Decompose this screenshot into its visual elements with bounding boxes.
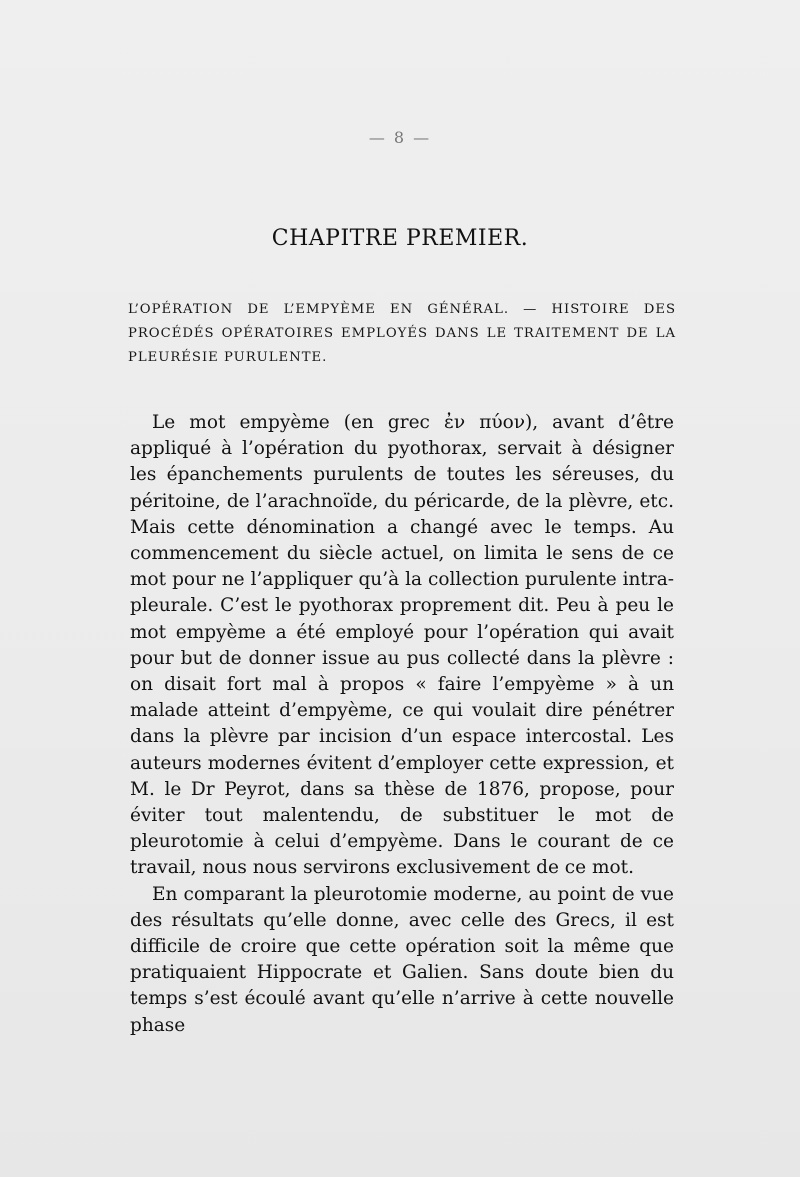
page-number: — 8 — (368, 128, 432, 147)
chapter-title: CHAPITRE PREMIER. (271, 226, 529, 251)
paragraph: Le mot empyème (en grec ἐν πύον), avant d’être appliqué à l’opération du pyothorax, servait à désigner les épanchements purulents de toutes les séreuses, du péritoine, de l’arachnoïde, du péricarde, de la plèvre, etc. Mais cette dénomination a changé avec le temps. Au commencement du siècle actuel, on limita le sens de ce mot pour ne l’appliquer qu’à la collection purulente intra-pleurale. C’est le pyothorax proprement dit. Peu à peu le mot empyème a été employé pour l’opération qui avait pour but de donner issue au pus collecté dans la plèvre : on disait fort mal à propos « faire l’empyème » à un malade atteint d’empyème, ce qui voulait dire pénétrer dans la plèvre par incision d’un espace intercostal. Les auteurs modernes évitent d’employer cette expression, et M. le Dr Peyrot, dans sa thèse de 1876, propose, pour éviter tout malentendu, de substituer le mot de pleurotomie à celui d’empyème. Dans le courant de ce travail, nous nous servirons exclusivement de ce mot. (130, 412, 674, 879)
paragraph: En comparant la pleurotomie moderne, au point de vue des résultats qu’elle donne, avec celle des Grecs, il est difficile de croire que cette opération soit la même que pratiquaient Hippocrate et Galien. Sans doute bien du temps s’est écoulé avant qu’elle n’arrive à cette nouvelle phase (130, 883, 674, 1036)
body-text (130, 410, 674, 1039)
section-heading: L’OPÉRATION DE L’EMPYÈME EN GÉNÉRAL. — HISTOIRE DES PROCÉDÉS OPÉRATOIRES EMPLOYÉS DANS LE TRAITEMENT DE LA PLEURÉSIE PURULENTE. (128, 302, 676, 365)
